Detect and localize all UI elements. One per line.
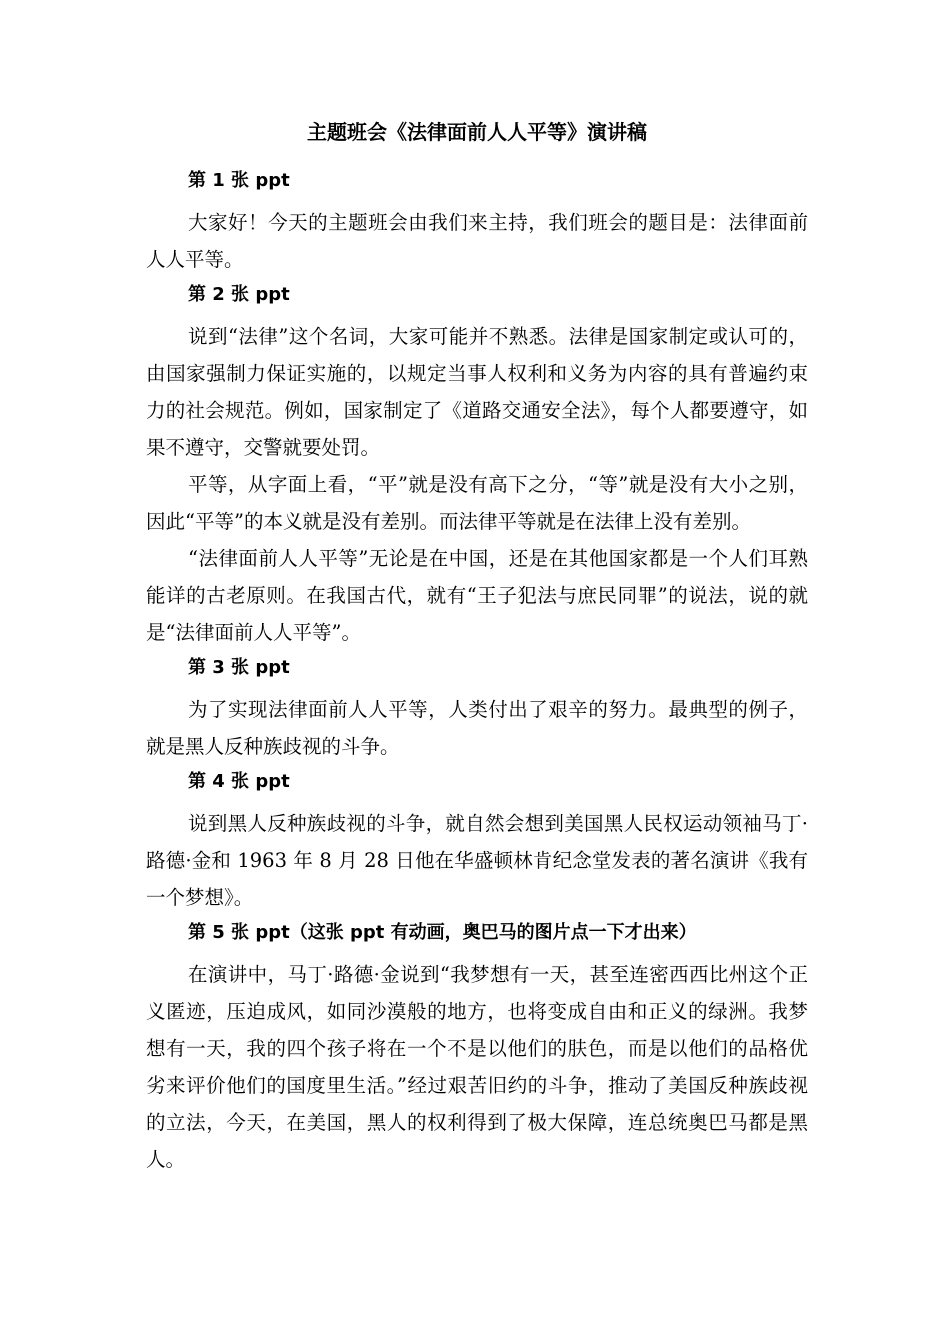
paragraph: 说到“法律”这个名词，大家可能并不熟悉。法律是国家制定或认可的，由国家强制力保证实施的，以规定当事人权利和义务为内容的具有普遍约束力的社会规范。例如，国家制定了《道路交通安全法》，每个人都要遵守，如果不遵守，交警就要处罚。 (146, 325, 808, 459)
document-page (146, 118, 808, 1178)
paragraph: 在演讲中，马丁·路德·金说到“我梦想有一天，甚至连密西西比州这个正义匿迹，压迫成风，如同沙漠般的地方，也将变成自由和正义的绿洲。我梦想有一天，我的四个孩子将在一个不是以他们的肤色，而是以他们的品格优劣来评价他们的国度里生活。”经过艰苦旧约的斗争，推动了美国反种族歧视的立法，今天，在美国，黑人的权利得到了极大保障，连总统奥巴马都是黑人。 (146, 963, 808, 1171)
document-title: 主题班会《法律面前人人平等》演讲稿 (307, 120, 647, 144)
paragraph: 说到黑人反种族歧视的斗争，就自然会想到美国黑人民权运动领袖马丁·路德·金和 1963 年 8 月 28 日他在华盛顿林肯纪念堂发表的著名演讲《我有一个梦想》。 (146, 812, 808, 909)
section-heading-slide-4: 第 4 张 ppt (188, 771, 290, 792)
section-heading-slide-3: 第 3 张 ppt (188, 657, 290, 678)
paragraph: 为了实现法律面前人人平等，人类付出了艰辛的努力。最典型的例子，就是黑人反种族歧视的斗争。 (146, 698, 808, 758)
section-heading-slide-1: 第 1 张 ppt (188, 170, 290, 191)
section-heading-slide-2: 第 2 张 ppt (188, 284, 290, 305)
paragraph: 平等，从字面上看，“平”就是没有高下之分，“等”就是没有大小之别，因此“平等”的本义就是没有差别。而法律平等就是在法律上没有差别。 (146, 473, 808, 533)
paragraph: “法律面前人人平等”无论是在中国，还是在其他国家都是一个人们耳熟能详的古老原则。在我国古代，就有“王子犯法与庶民同罪”的说法，说的就是“法律面前人人平等”。 (146, 547, 808, 644)
paragraph: 大家好！今天的主题班会由我们来主持，我们班会的题目是：法律面前人人平等。 (146, 211, 808, 271)
section-heading-slide-5: 第 5 张 ppt（这张 ppt 有动画，奥巴马的图片点一下才出来） (188, 922, 697, 943)
